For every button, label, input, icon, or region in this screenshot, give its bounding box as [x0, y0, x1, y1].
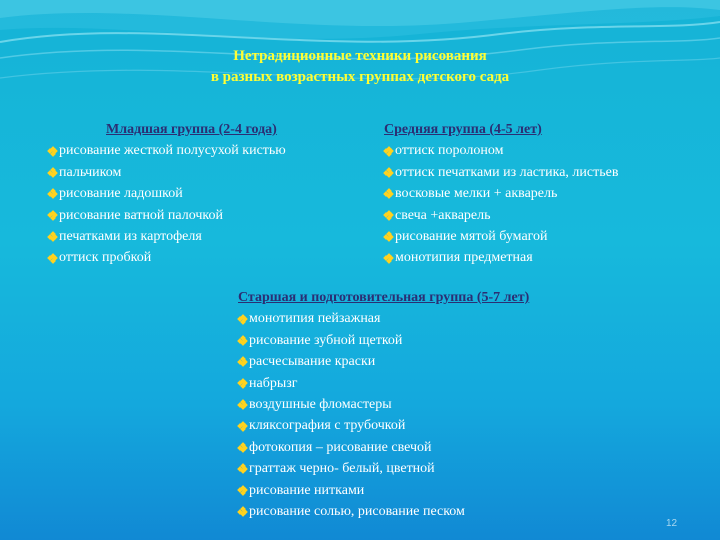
list-item [48, 183, 368, 204]
list-item-text: свеча +акварель [395, 207, 491, 223]
list-item-text: рисование ватной палочкой [59, 207, 224, 223]
page-number: 12 [666, 518, 678, 529]
list-item-text: рисование зубной щеткой [249, 332, 403, 348]
diamond-bullet-icon [238, 507, 247, 516]
list-item-text: рисование жесткой полусухой кистью [59, 143, 286, 159]
diamond-bullet-icon [384, 147, 393, 156]
list-item [238, 308, 658, 329]
list-item [384, 247, 714, 268]
list-item-text: рисование мятой бумагой [395, 229, 548, 245]
list-item-text: набрызг [249, 375, 298, 391]
diamond-bullet-icon [238, 357, 247, 366]
list-item [238, 437, 658, 458]
diamond-bullet-icon [384, 189, 393, 198]
group-heading-middle: Средняя группа (4-5 лет) [384, 122, 542, 137]
diamond-bullet-icon [384, 232, 393, 241]
list-item [384, 226, 714, 247]
list-item-text: воздушные фломастеры [249, 397, 392, 413]
technique-list-middle [384, 140, 714, 268]
list-item-text: рисование ладошкой [59, 186, 183, 202]
technique-list-young [48, 140, 368, 268]
diamond-bullet-icon [238, 400, 247, 409]
diamond-bullet-icon [238, 422, 247, 431]
group-young [48, 119, 368, 269]
diamond-bullet-icon [384, 168, 393, 177]
list-item [238, 373, 658, 394]
diamond-bullet-icon [48, 254, 57, 263]
group-middle [384, 119, 714, 269]
slide-title [0, 46, 720, 88]
diamond-bullet-icon [48, 189, 57, 198]
list-item [384, 162, 714, 183]
list-item-text: монотипия пейзажная [249, 311, 381, 327]
list-item [238, 458, 658, 479]
list-item-text: восковые мелки + акварель [395, 186, 558, 202]
list-item [48, 247, 368, 268]
diamond-bullet-icon [238, 379, 247, 388]
list-item [48, 226, 368, 247]
diamond-bullet-icon [48, 211, 57, 220]
list-item-text: граттаж черно- белый, цветной [249, 461, 435, 477]
list-item [238, 480, 658, 501]
diamond-bullet-icon [238, 336, 247, 345]
diamond-bullet-icon [384, 211, 393, 220]
title-line-2: в разных возрастных группах детского сада [210, 69, 510, 85]
list-item-text: пальчиком [59, 164, 122, 180]
list-item [384, 205, 714, 226]
list-item [48, 205, 368, 226]
list-item [384, 183, 714, 204]
list-item [238, 351, 658, 372]
diamond-bullet-icon [48, 147, 57, 156]
list-item-text: рисование нитками [249, 482, 365, 498]
list-item [48, 162, 368, 183]
list-item [238, 330, 658, 351]
technique-list-senior [238, 308, 658, 522]
list-item-text: оттиск пробкой [59, 250, 152, 266]
group-heading-young: Младшая группа (2-4 года) [106, 122, 277, 137]
diamond-bullet-icon [238, 486, 247, 495]
list-item [384, 140, 714, 161]
list-item-text: рисование солью, рисование песком [249, 504, 465, 520]
list-item-text: кляксография с трубочкой [249, 418, 406, 434]
list-item [238, 501, 658, 522]
title-line-1: Нетрадиционные техники рисования [233, 48, 487, 64]
list-item-text: монотипия предметная [395, 250, 533, 266]
diamond-bullet-icon [238, 315, 247, 324]
list-item-text: печатками из картофеля [59, 229, 202, 245]
group-heading-senior: Старшая и подготовительная группа (5-7 лет) [238, 290, 530, 305]
list-item-text: оттиск поролоном [395, 143, 504, 159]
group-senior [238, 287, 658, 522]
diamond-bullet-icon [48, 232, 57, 241]
diamond-bullet-icon [384, 254, 393, 263]
diamond-bullet-icon [238, 443, 247, 452]
list-item [48, 140, 368, 161]
list-item-text: расчесывание краски [249, 354, 376, 370]
diamond-bullet-icon [238, 464, 247, 473]
list-item [238, 415, 658, 436]
list-item-text: фотокопия – рисование свечой [249, 439, 432, 455]
list-item [238, 394, 658, 415]
diamond-bullet-icon [48, 168, 57, 177]
list-item-text: оттиск печатками из ластика, листьев [395, 164, 619, 180]
